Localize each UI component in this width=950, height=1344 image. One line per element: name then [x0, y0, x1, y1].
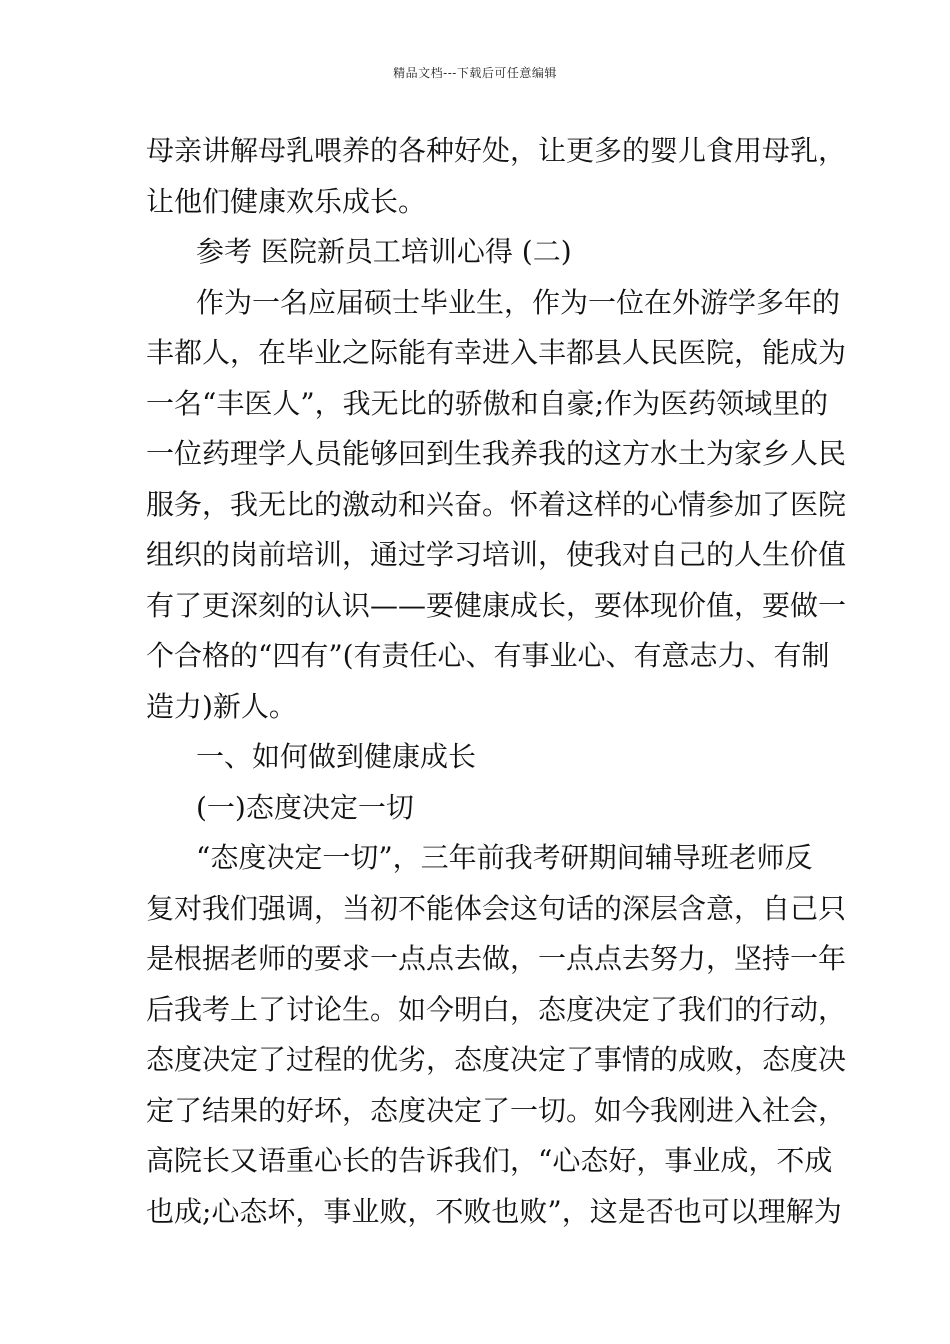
page-header: 精品文档---下载后可任意编辑: [393, 66, 557, 80]
paragraph-line: 服务，我无比的激动和兴奋。怀着这样的心情参加了医院: [146, 487, 847, 521]
paragraph-line: 作为一名应届硕士毕业生，作为一位在外游学多年的: [196, 285, 841, 319]
paragraph-line: 个合格的“四有”(有责任心、有事业心、有意志力、有制: [146, 639, 830, 672]
paragraph-line: 有了更深刻的认识——要健康成长，要体现价值，要做一: [146, 588, 847, 622]
paragraph-line: 让他们健康欢乐成长。: [146, 184, 427, 218]
paragraph-line: 后我考上了讨论生。如今明白，态度决定了我们的行动，: [146, 992, 847, 1026]
paragraph-line: 造力)新人。: [146, 689, 297, 723]
paragraph-line: 是根据老师的要求一点点去做，一点点去努力，坚持一年: [146, 942, 847, 975]
paragraph-line: 态度决定了过程的优劣，态度决定了事情的成败，态度决: [146, 1043, 847, 1076]
paragraph-line: 一名“丰医人”，我无比的骄傲和自豪;作为医药领域里的: [146, 386, 829, 420]
section-title: 参考 医院新员工培训心得 (二): [196, 235, 572, 268]
paragraph-line: 高院长又语重心长的告诉我们，“心态好，事业成，不成: [146, 1144, 833, 1177]
paragraph-line: 也成;心态坏，事业败，不败也败”，这是否也可以理解为: [146, 1194, 842, 1228]
paragraph-line: 复对我们强调，当初不能体会这句话的深层含意，自己只: [146, 891, 847, 925]
paragraph-line: 母亲讲解母乳喂养的各种好处，让更多的婴儿食用母乳，: [146, 134, 847, 167]
paragraph-line: 丰都人，在毕业之际能有幸进入丰都县人民医院，能成为: [146, 336, 847, 369]
paragraph-line: 组织的岗前培训，通过学习培训，使我对自己的人生价值: [146, 538, 847, 571]
document-body: [146, 126, 847, 1237]
paragraph-line: 定了结果的好坏，态度决定了一切。如今我刚进入社会，: [146, 1093, 847, 1127]
paragraph-line: “态度决定一切”，三年前我考研期间辅导班老师反: [196, 841, 813, 874]
section-heading: 一、如何做到健康成长: [196, 740, 477, 773]
subsection-heading: (一)态度决定一切: [196, 790, 414, 824]
paragraph-line: 一位药理学人员能够回到生我养我的这方水土为家乡人民: [146, 437, 847, 470]
